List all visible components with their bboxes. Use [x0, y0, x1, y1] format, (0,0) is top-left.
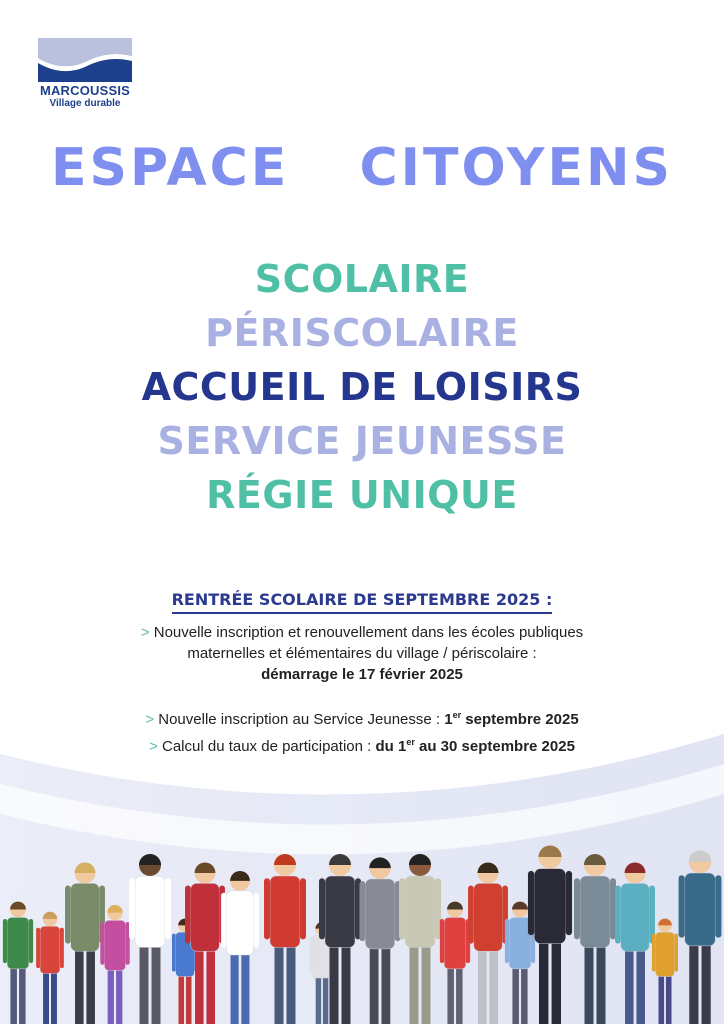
service-periscolaire: PÉRISCOLAIRE [205, 311, 519, 355]
logo-tagline: Village durable [49, 98, 121, 109]
item1-line1: Nouvelle inscription et renouvellement dans les écoles publiques [153, 624, 584, 641]
service-scolaire: SCOLAIRE [254, 257, 470, 301]
chevron-right-icon: > [140, 624, 150, 641]
item3-date: du 1er au 30 septembre 2025 [375, 737, 575, 755]
marcoussis-logo [38, 38, 132, 109]
logo-wave-icon [38, 38, 132, 82]
chevron-right-icon: > [149, 738, 158, 755]
item2-date: 1er septembre 2025 [444, 710, 579, 728]
rentree-heading: RENTRÉE SCOLAIRE DE SEPTEMBRE 2025 : [172, 590, 553, 614]
service-list [0, 252, 724, 522]
service-regie-unique: RÉGIE UNIQUE [206, 473, 518, 517]
item1-line2: maternelles et élémentaires du village / périscolaire : [187, 645, 537, 662]
chevron-right-icon: > [145, 711, 155, 728]
item3-text: Calcul du taux de participation : [162, 738, 376, 755]
logo-name: MARCOUSSIS [39, 83, 131, 98]
service-accueil-loisirs: ACCUEIL DE LOISIRS [141, 365, 583, 409]
info-item-inscription [0, 622, 724, 685]
item1-date: démarrage le 17 février 2025 [261, 666, 463, 683]
item2-text: Nouvelle inscription au Service Jeunesse : [158, 711, 445, 728]
crowd-illustration [0, 724, 724, 1024]
page-title: ESPACE CITOYENS [51, 138, 673, 198]
service-jeunesse: SERVICE JEUNESSE [157, 419, 567, 463]
